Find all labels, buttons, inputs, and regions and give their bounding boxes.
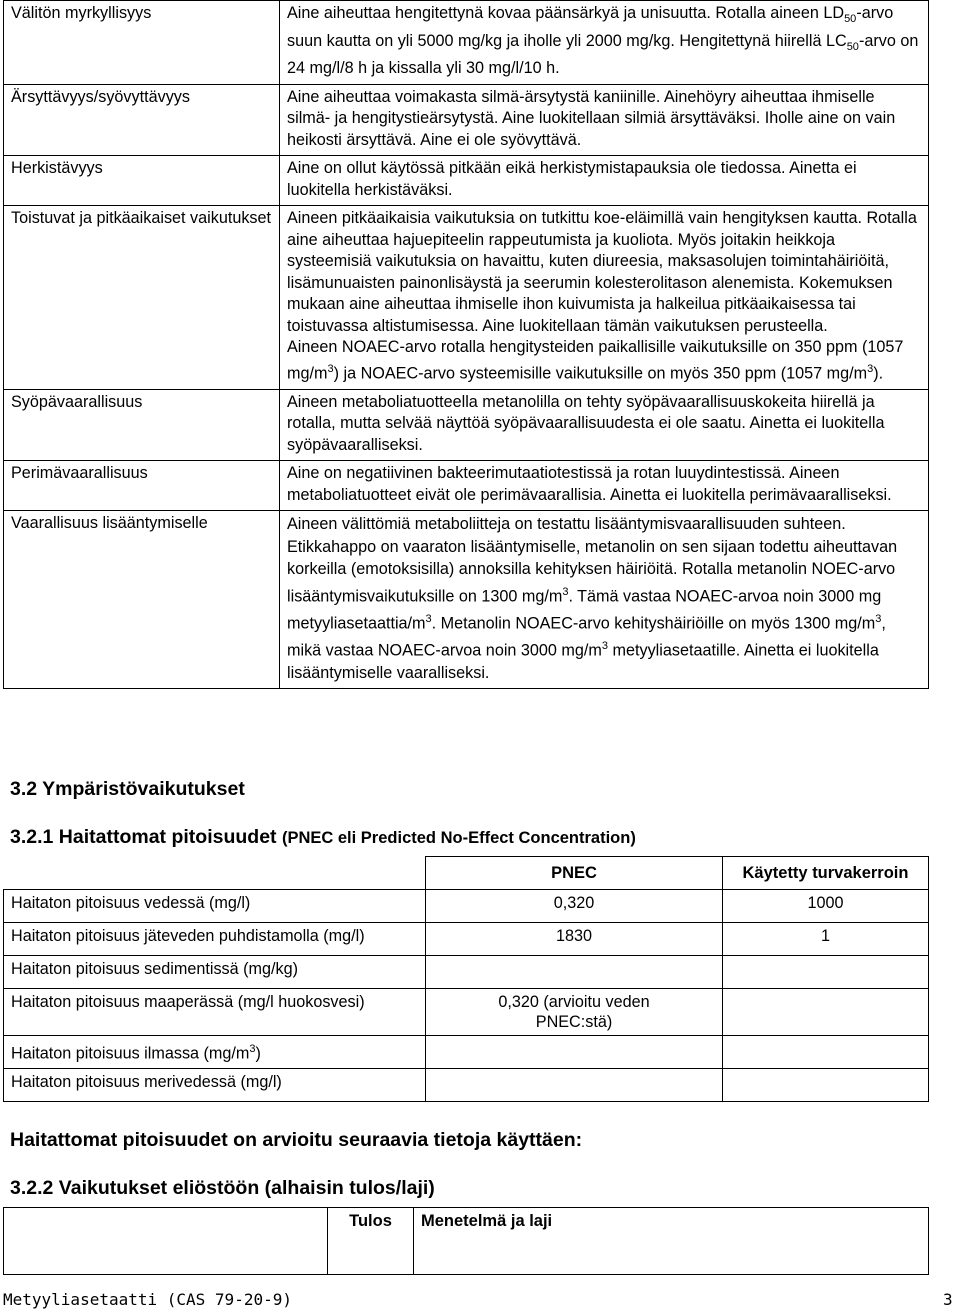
row-pnec: 0,320 (arvioitu veden PNEC:stä) xyxy=(426,989,723,1036)
header-result: Tulos xyxy=(328,1208,414,1275)
row-label: Syöpävaarallisuus xyxy=(4,389,280,461)
row-pnec xyxy=(426,1069,723,1102)
row-label: Herkistävyys xyxy=(4,156,280,206)
row-text: Aine aiheuttaa voimakasta silmä-ärsytystä kaniinille. Ainehöyry aiheuttaa ihmiselle silmä- ja hengitystieärsytystä. Aine luokitellaan silmiä ärsyttäväksi. Iholle aine on vain heikosti ärsyttävä. Aine ei ole syövyttävä. xyxy=(280,84,929,156)
row-text: Aine aiheuttaa hengitettynä kovaa päänsärkyä ja unisuutta. Rotalla aineen $LD_{50}$-arvo suun kautta on yli 5000 mg/kg ja iholle yli 2000 mg/kg. Hengitettynä hiirellä $LC_{50}$-arvo on 24 mg/l/8 h ja kissalla yli 30 mg/l/10 h. xyxy=(280,1,929,85)
paragraph: Aineen pitkäaikaisia vaikutuksia on tutkittu koe-eläimillä vain hengityksen kautta. Rotalla aine aiheuttaa hajuepiteelin rappeutumista ja kuoliota. Myös joitakin heikkoja systeemisiä vaikutuksia on havaittu, kuten diureesia, maksasolujen toimintahäiriöitä, lisämunuaisten painonlisäystä ja seerumin kolesterolitason alenemista. Kokemuksen mukaan aine aiheuttaa ihmiselle ihon kuivumista ja halkeilua pitkäaikaisessa tai toistuvassa altistumisessa. Aine luokitellaan tämän vaikutuksen perusteella. xyxy=(287,209,917,335)
row-pnec: 1830 xyxy=(426,923,723,956)
row-label: Haitaton pitoisuus vedessä (mg/l) xyxy=(4,890,426,923)
table-row xyxy=(4,206,929,389)
table-row xyxy=(4,156,929,206)
row-factor: 1000 xyxy=(723,890,929,923)
row-label: Haitaton pitoisuus merivedessä (mg/l) xyxy=(4,1069,426,1102)
row-text: Aineen välittömiä metaboliitteja on testattu lisääntymisvaarallisuuden suhteen. Etikkahappo on vaaraton lisääntymiselle, metanolin on sen sijaan todettu aiheuttavan korkeilla (emotoksisilla) annoksilla kehityksen häiriöitä. Rotalla metanolin NOEC-arvo lisääntymisvaikutuksille on 1300 $mg/m^3$. Tämä vastaa NOAEC-arvoa noin 3000 mg metyyliasetaattia/$m^3$. Metanolin NOAEC-arvo kehityshäiriöille on myös 1300 $mg/m^3$, mikä vastaa NOAEC-arvoa noin 3000 $mg/m^3$ metyyliasetaatille. Ainetta ei luokitella lisääntymiselle vaaralliseksi. xyxy=(280,511,929,689)
header-method: Menetelmä ja laji xyxy=(414,1208,929,1275)
table-row xyxy=(4,461,929,511)
row-label: Haitaton pitoisuus ilmassa $(mg/m^3)$ xyxy=(4,1036,426,1069)
row-text: Aineen metaboliatuotteella metanolilla on tehty syöpävaarallisuuskokeita hiirellä ja rotalla, mutta selvää näyttöä syöpävaarallisuudesta ei ole saatu. Ainetta ei luokitella syöpävaaralliseksi. xyxy=(280,389,929,461)
paragraph: Aineen NOAEC-arvo rotalla hengitysteiden paikallisille vaikutuksille on 350 ppm (1057 $mg/m^3$) ja NOAEC-arvo systeemisille vaikutuksille on myös 350 ppm (1057 $mg/m^3$). xyxy=(287,338,904,383)
row-text: Aine on negatiivinen bakteerimutaatiotestissä ja rotan luuydintestissä. Aineen metaboliatuotteet eivät ole perimävaarallisia. Ainetta ei luokitella perimävaaralliseksi. xyxy=(280,461,929,511)
row-factor xyxy=(723,989,929,1036)
row-label: Haitaton pitoisuus jäteveden puhdistamolla (mg/l) xyxy=(4,923,426,956)
table-row xyxy=(4,1036,929,1069)
header-blank xyxy=(4,1208,328,1275)
row-pnec xyxy=(426,1036,723,1069)
table-row xyxy=(4,511,929,689)
row-factor xyxy=(723,1036,929,1069)
section-heading-3-2: 3.2 Ympäristövaikutukset xyxy=(10,778,245,800)
row-label: Perimävaarallisuus xyxy=(4,461,280,511)
table-row xyxy=(4,890,929,923)
header-blank xyxy=(4,857,426,890)
row-label: Vaarallisuus lisääntymiselle xyxy=(4,511,280,689)
row-text: Aine on ollut käytössä pitkään eikä herkistymistapauksia ole tiedossa. Ainetta ei luokitella herkistäväksi. xyxy=(280,156,929,206)
table-row xyxy=(4,1,929,85)
header-pnec: PNEC xyxy=(426,857,723,890)
section-heading-3-2-1: 3.2.1 Haitattomat pitoisuudet (PNEC eli Predicted No-Effect Concentration) xyxy=(10,826,636,848)
row-text xyxy=(280,206,929,389)
row-label: Haitaton pitoisuus sedimentissä (mg/kg) xyxy=(4,956,426,989)
table-row xyxy=(4,84,929,156)
table-row xyxy=(4,956,929,989)
pnec-note-heading: Haitattomat pitoisuudet on arvioitu seuraavia tietoja käyttäen: xyxy=(10,1129,583,1151)
table-row xyxy=(4,389,929,461)
row-label: Välitön myrkyllisyys xyxy=(4,1,280,85)
table-row xyxy=(4,1069,929,1102)
table-header-row xyxy=(4,857,929,890)
row-label: Haitaton pitoisuus maaperässä (mg/l huokosvesi) xyxy=(4,989,426,1036)
footer-document-name: Metyyliasetaatti (CAS 79-20-9) xyxy=(3,1290,292,1309)
footer-page-number: 3 xyxy=(943,1290,953,1309)
table-header-row xyxy=(4,1208,929,1275)
table-row xyxy=(4,923,929,956)
header-factor: Käytetty turvakerroin xyxy=(723,857,929,890)
row-pnec xyxy=(426,956,723,989)
section-heading-3-2-2: 3.2.2 Vaikutukset eliöstöön (alhaisin tulos/laji) xyxy=(10,1177,435,1199)
row-pnec: 0,320 xyxy=(426,890,723,923)
pnec-table xyxy=(3,856,929,1102)
row-factor: 1 xyxy=(723,923,929,956)
row-factor xyxy=(723,956,929,989)
eco-effects-table xyxy=(3,1207,929,1275)
row-label: Ärsyttävyys/syövyttävyys xyxy=(4,84,280,156)
table-row xyxy=(4,989,929,1036)
row-label: Toistuvat ja pitkäaikaiset vaikutukset xyxy=(4,206,280,389)
toxicity-table xyxy=(3,0,929,689)
row-factor xyxy=(723,1069,929,1102)
